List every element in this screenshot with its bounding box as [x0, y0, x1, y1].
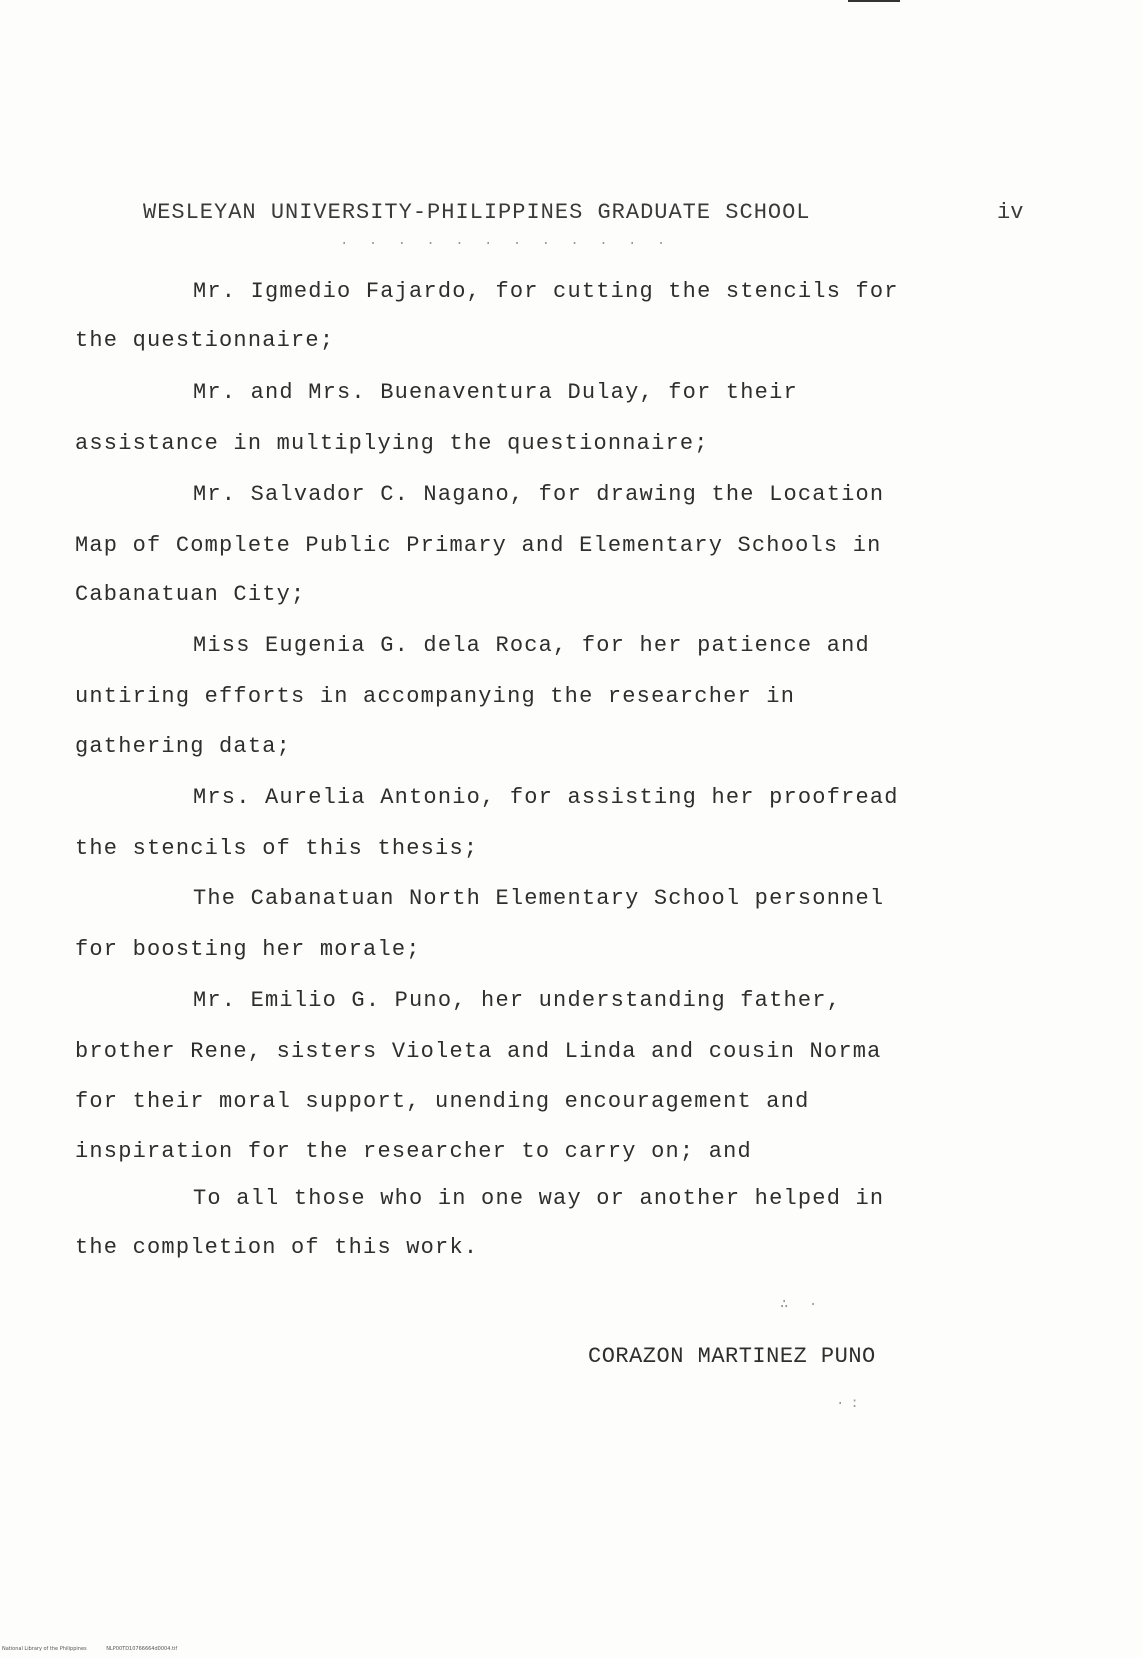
acknowledgement-line: for their moral support, unending encouragement and [75, 1089, 810, 1114]
acknowledgement-line: Mr. Igmedio Fajardo, for cutting the stencils for [193, 279, 899, 304]
signature-name: CORAZON MARTINEZ PUNO [588, 1344, 876, 1369]
page-number: iv [997, 200, 1024, 225]
acknowledgement-line: Miss Eugenia G. dela Roca, for her patience and [193, 633, 870, 658]
acknowledgement-line: the stencils of this thesis; [75, 836, 479, 861]
ink-smudge: ∴ · [780, 1297, 824, 1313]
acknowledgement-line: for boosting her morale; [75, 937, 421, 962]
acknowledgement-line: Map of Complete Public Primary and Elementary Schools in [75, 533, 882, 558]
acknowledgement-line: the questionnaire; [75, 328, 335, 353]
ink-smudge: ·: [836, 1396, 865, 1412]
acknowledgement-line: Cabanatuan City; [75, 582, 306, 607]
acknowledgement-line: To all those who in one way or another helped in [193, 1186, 885, 1211]
acknowledgement-line: Mr. Salvador C. Nagano, for drawing the Location [193, 482, 885, 507]
footer-file-code: NLP00TD10766664d0004.tif [106, 1646, 178, 1652]
top-edge-mark [848, 0, 900, 2]
acknowledgement-line: gathering data; [75, 734, 292, 759]
stencil-speckle: · · · · · · · · · · · · [340, 236, 672, 252]
acknowledgement-line: untiring efforts in accompanying the researcher in [75, 684, 796, 709]
acknowledgement-line: inspiration for the researcher to carry on; and [75, 1139, 752, 1164]
acknowledgement-line: Mrs. Aurelia Antonio, for assisting her proofread [193, 785, 899, 810]
acknowledgement-line: the completion of this work. [75, 1235, 479, 1260]
acknowledgement-line: The Cabanatuan North Elementary School personnel [193, 886, 885, 911]
acknowledgement-line: brother Rene, sisters Violeta and Linda and cousin Norma [75, 1039, 882, 1064]
acknowledgement-line: Mr. Emilio G. Puno, her understanding father, [193, 988, 842, 1013]
acknowledgement-line: Mr. and Mrs. Buenaventura Dulay, for their [193, 380, 798, 405]
scan-footer [2, 1646, 195, 1652]
footer-library: National Library of the Philippines [2, 1646, 87, 1652]
acknowledgement-line: assistance in multiplying the questionnaire; [75, 431, 709, 456]
page-header-title: WESLEYAN UNIVERSITY-PHILIPPINES GRADUATE SCHOOL [143, 200, 811, 225]
